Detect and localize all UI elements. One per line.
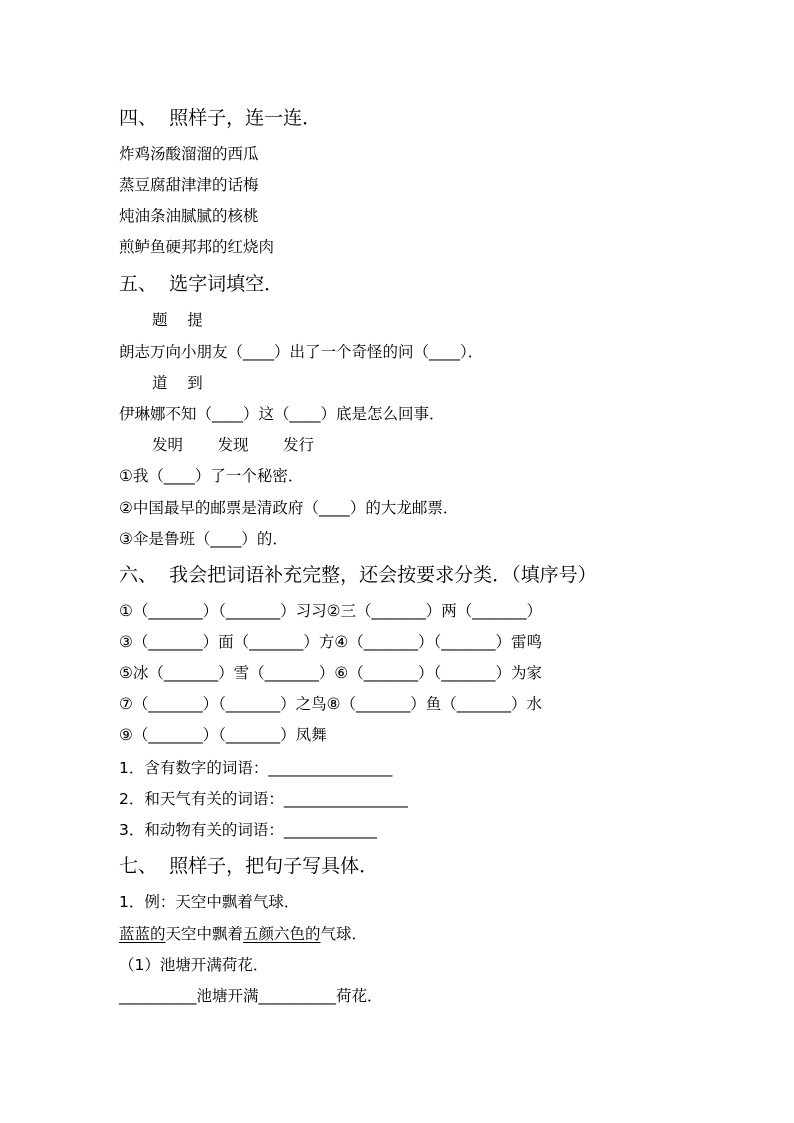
idiom-row-2: ③（_______）面（_______）方④（_______）（_______）雷鸣 (119, 633, 543, 651)
match-line-2: 蒸豆腐甜津津的话梅 (119, 176, 259, 194)
example-label: 1．例：天空中飘着气球． (119, 893, 300, 911)
idiom-row-5: ⑨（_______）（_______）凤舞 (119, 726, 327, 744)
example-underlined-2: 五颜六色的 (243, 925, 321, 943)
example-sentence (119, 924, 367, 944)
section-4-heading: 四、 照样子，连一连． (119, 107, 322, 129)
fill-item-3: ③伞是鲁班（____）的． (119, 530, 288, 548)
section-7-heading: 七、 照样子，把句子写具体． (119, 855, 379, 877)
fill-item-2: ②中国最早的邮票是清政府（____）的大龙邮票． (119, 499, 459, 517)
answer-line-1: __________池塘开满__________荷花． (119, 987, 383, 1005)
example-text-2: 气球． (320, 925, 368, 943)
idiom-row-1: ①（_______）（_______）习习②三（_______）两（_______） (119, 602, 543, 620)
fill-sentence-1: 朗志万向小朋友（____）出了一个奇怪的问（____）． (119, 343, 484, 361)
word-choices-3: 发明 发现 发行 (152, 436, 314, 454)
classify-question-3: 3．和动物有关的词语：____________ (119, 821, 377, 839)
fill-sentence-2: 伊琳娜不知（____）这（____）底是怎么回事． (119, 405, 445, 423)
classify-question-1: 1．含有数字的词语：________________ (119, 759, 393, 777)
match-line-4: 煎鲈鱼硬邦邦的红烧肉 (119, 238, 275, 256)
word-choices-2: 道 到 (152, 374, 203, 392)
section-5-heading: 五、 选字词填空． (119, 273, 284, 295)
idiom-row-4: ⑦（_______）（_______）之鸟⑧（_______）鱼（_______）水 (119, 695, 543, 713)
sub-item-1: （1）池塘开满荷花． (119, 956, 269, 974)
match-line-1: 炸鸡汤酸溜溜的西瓜 (119, 145, 259, 163)
section-6-heading: 六、 我会把词语补充完整，还会按要求分类．（填序号） (119, 564, 597, 586)
word-choices-1: 题 提 (152, 311, 203, 329)
idiom-row-3: ⑤冰（_______）雪（_______）⑥（_______）（_______）为家 (119, 664, 543, 682)
classify-question-2: 2．和天气有关的词语：________________ (119, 790, 408, 808)
match-line-3: 炖油条油腻腻的核桃 (119, 207, 259, 225)
example-text-1: 天空中飘着 (165, 925, 244, 943)
fill-item-1: ①我（____）了一个秘密． (119, 467, 304, 485)
example-underlined-1: 蓝蓝的 (119, 925, 166, 943)
